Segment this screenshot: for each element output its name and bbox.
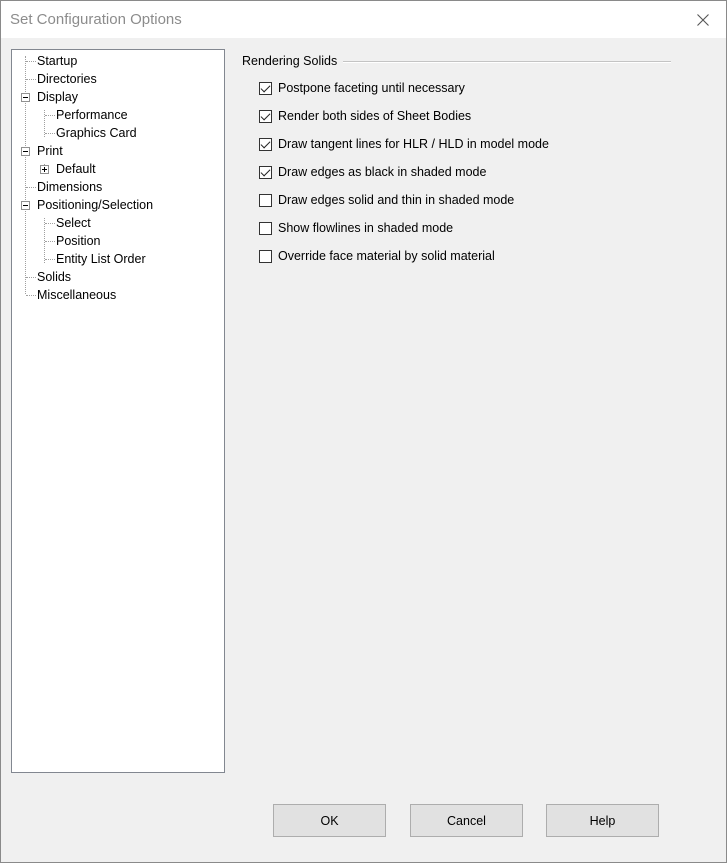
option-checkbox[interactable] [259, 138, 272, 151]
option-postpone-faceting[interactable] [259, 80, 465, 96]
tree-item-position[interactable]: Position [56, 234, 101, 248]
option-draw-tangent-lines[interactable] [259, 136, 549, 152]
option-label: Draw tangent lines for HLR / HLD in model mode [278, 137, 549, 151]
ok-button[interactable]: OK [273, 804, 386, 837]
tree-line [45, 115, 55, 116]
option-checkbox[interactable] [259, 82, 272, 95]
option-label: Postpone faceting until necessary [278, 81, 465, 95]
tree-line [26, 295, 36, 296]
option-edges-black[interactable] [259, 164, 486, 180]
tree-item-display[interactable]: Display [37, 90, 78, 104]
tree-item-solids[interactable]: Solids [37, 270, 72, 284]
option-label: Override face material by solid material [278, 249, 495, 263]
option-label: Render both sides of Sheet Bodies [278, 109, 472, 123]
tree-item-miscellaneous[interactable]: Miscellaneous [37, 288, 117, 302]
option-show-flowlines[interactable] [259, 220, 453, 236]
expand-default-icon[interactable] [40, 165, 49, 174]
group-divider [343, 61, 671, 63]
option-override-face-material[interactable] [259, 248, 495, 264]
collapse-positioning-icon[interactable] [21, 201, 30, 210]
option-label: Draw edges as black in shaded mode [278, 165, 487, 179]
collapse-display-icon[interactable] [21, 93, 30, 102]
option-label: Show flowlines in shaded mode [278, 221, 454, 235]
option-label: Draw edges solid and thin in shaded mode [278, 193, 515, 207]
option-checkbox[interactable] [259, 110, 272, 123]
tree-item-graphics-card[interactable]: Graphics Card [56, 126, 137, 140]
option-checkbox[interactable] [259, 194, 272, 207]
option-checkbox[interactable] [259, 222, 272, 235]
tree-line [26, 79, 36, 80]
tree-line [25, 56, 26, 294]
group-title: Rendering Solids [242, 54, 338, 68]
option-checkbox[interactable] [259, 250, 272, 263]
tree-line [45, 259, 55, 260]
tree-line [26, 277, 36, 278]
tree-item-print[interactable]: Print [37, 144, 63, 158]
title-bar [1, 1, 726, 38]
tree-item-performance[interactable]: Performance [56, 108, 128, 122]
window-title: Set Configuration Options [10, 11, 182, 28]
tree-line [45, 223, 55, 224]
close-icon [697, 14, 709, 26]
tree-line [45, 241, 55, 242]
option-render-both-sides[interactable] [259, 108, 471, 124]
tree-item-directories[interactable]: Directories [37, 72, 97, 86]
tree-item-entity-list-order[interactable]: Entity List Order [56, 252, 146, 266]
tree-item-positioning-selection[interactable]: Positioning/Selection [37, 198, 154, 212]
tree-item-dimensions[interactable]: Dimensions [37, 180, 103, 194]
tree-item-default[interactable]: Default [56, 162, 96, 176]
close-button[interactable] [680, 1, 726, 38]
tree-line [45, 133, 55, 134]
tree-line [26, 187, 36, 188]
option-edges-solid-thin[interactable] [259, 192, 514, 208]
collapse-print-icon[interactable] [21, 147, 30, 156]
tree-item-startup[interactable]: Startup [37, 54, 78, 68]
cancel-button[interactable]: Cancel [410, 804, 523, 837]
tree-line [26, 61, 36, 62]
options-tree[interactable] [11, 49, 225, 773]
help-button[interactable]: Help [546, 804, 659, 837]
option-checkbox[interactable] [259, 166, 272, 179]
tree-item-select[interactable]: Select [56, 216, 91, 230]
